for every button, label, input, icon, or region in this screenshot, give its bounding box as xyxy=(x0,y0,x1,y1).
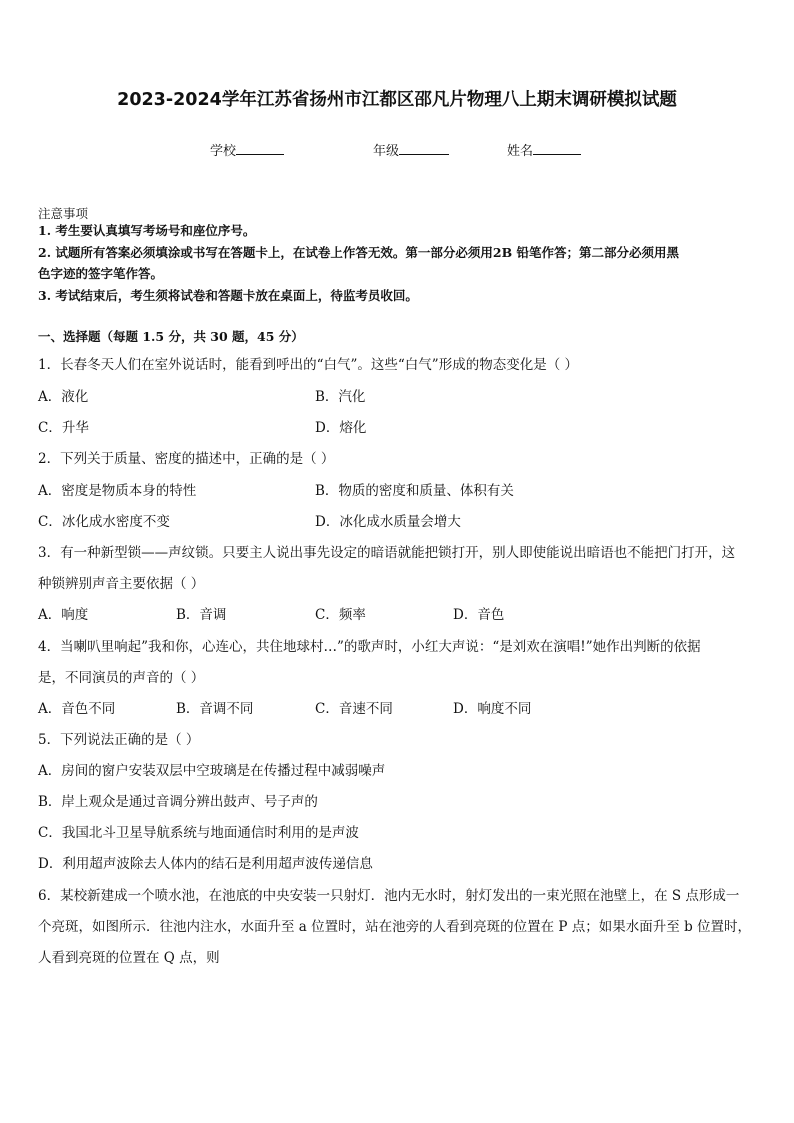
q3-option-b[interactable]: B．音调 xyxy=(176,607,227,623)
section-heading: 一、选择题（每题 1.5 分，共 30 题，45 分） xyxy=(38,329,304,344)
grade-label: 年级 xyxy=(373,144,400,159)
student-info-fields xyxy=(0,140,794,160)
question-2-stem: 2．下列关于质量、密度的描述中，正确的是（ ） xyxy=(38,451,335,467)
q2-option-d[interactable]: D．冰化成水质量会增大 xyxy=(315,514,461,530)
q2-option-b[interactable]: B．物质的密度和质量、体积有关 xyxy=(315,483,514,499)
q4-option-c[interactable]: C．音速不同 xyxy=(315,701,393,717)
question-3-stem-line1: 3．有一种新型锁——声纹锁。只要主人说出事先设定的暗语就能把锁打开，别人即使能说出暗语也不能把门打开，这 xyxy=(38,545,736,561)
question-4-stem-line1: 4．当喇叭里响起”我和你，心连心，共住地球村…”的歌声时，小红大声说：“是刘欢在演唱!”她作出判断的依据 xyxy=(38,639,701,655)
name-field xyxy=(507,140,581,159)
name-blank[interactable] xyxy=(533,142,581,155)
q3-option-d[interactable]: D．音色 xyxy=(453,607,505,623)
question-4-stem-line2: 是，不同演员的声音的（ ） xyxy=(38,670,205,686)
q4-option-d[interactable]: D．响度不同 xyxy=(453,701,532,717)
question-1-stem: 1．长春冬天人们在室外说话时，能看到呼出的“白气”。这些“白气”形成的物态变化是（ ） xyxy=(38,357,578,373)
q2-option-a[interactable]: A．密度是物质本身的特性 xyxy=(38,483,197,499)
question-3-stem-line2: 种锁辨别声音主要依据（ ） xyxy=(38,576,205,592)
notice-item-3: 3. 考试结束后，考生须将试卷和答题卡放在桌面上，待监考员收回。 xyxy=(38,288,418,303)
question-6-line3: 人看到亮斑的位置在 Q 点，则 xyxy=(38,950,220,966)
q1-option-d[interactable]: D．熔化 xyxy=(315,420,367,436)
question-5-stem: 5．下列说法正确的是（ ） xyxy=(38,732,200,748)
school-blank[interactable] xyxy=(236,142,284,155)
school-label: 学校 xyxy=(210,144,237,159)
name-label: 姓名 xyxy=(507,144,534,159)
q3-option-a[interactable]: A．响度 xyxy=(38,607,89,623)
page-title: 2023-2024学年江苏省扬州市江都区邵凡片物理八上期末调研模拟试题 xyxy=(117,90,677,110)
school-field xyxy=(210,140,284,159)
q1-option-c[interactable]: C．升华 xyxy=(38,420,89,436)
q1-option-a[interactable]: A．液化 xyxy=(38,389,89,405)
grade-field xyxy=(373,140,449,159)
question-6-line2: 个亮斑，如图所示．往池内注水，水面升至 a 位置时，站在池旁的人看到亮斑的位置在 P 点；如果水面升至 b 位置时， xyxy=(38,919,752,935)
q5-option-b[interactable]: B．岸上观众是通过音调分辨出鼓声、号子声的 xyxy=(38,794,318,810)
q4-option-a[interactable]: A．音色不同 xyxy=(38,701,116,717)
q3-option-c[interactable]: C．频率 xyxy=(315,607,366,623)
question-6-line1: 6．某校新建成一个喷水池，在池底的中央安装一只射灯．池内无水时，射灯发出的一束光照在池壁上，在 S 点形成一 xyxy=(38,888,740,904)
notice-item-1: 1. 考生要认真填写考场号和座位序号。 xyxy=(38,223,256,238)
notice-item-2: 2. 试题所有答案必须填涂或书写在答题卡上，在试卷上作答无效。第一部分必须用2B 铅笔作答；第二部分必须用黑 xyxy=(38,245,680,260)
notice-item-2-cont: 色字迹的签字笔作答。 xyxy=(38,266,164,281)
q5-option-c[interactable]: C．我国北斗卫星导航系统与地面通信时利用的是声波 xyxy=(38,825,359,841)
grade-blank[interactable] xyxy=(399,142,449,155)
notice-heading: 注意事项 xyxy=(38,206,89,221)
q1-option-b[interactable]: B．汽化 xyxy=(315,389,366,405)
q5-option-d[interactable]: D．利用超声波除去人体内的结石是利用超声波传递信息 xyxy=(38,856,373,872)
q4-option-b[interactable]: B．音调不同 xyxy=(176,701,254,717)
q5-option-a[interactable]: A．房间的窗户安装双层中空玻璃是在传播过程中减弱噪声 xyxy=(38,763,386,779)
q2-option-c[interactable]: C．冰化成水密度不变 xyxy=(38,514,170,530)
